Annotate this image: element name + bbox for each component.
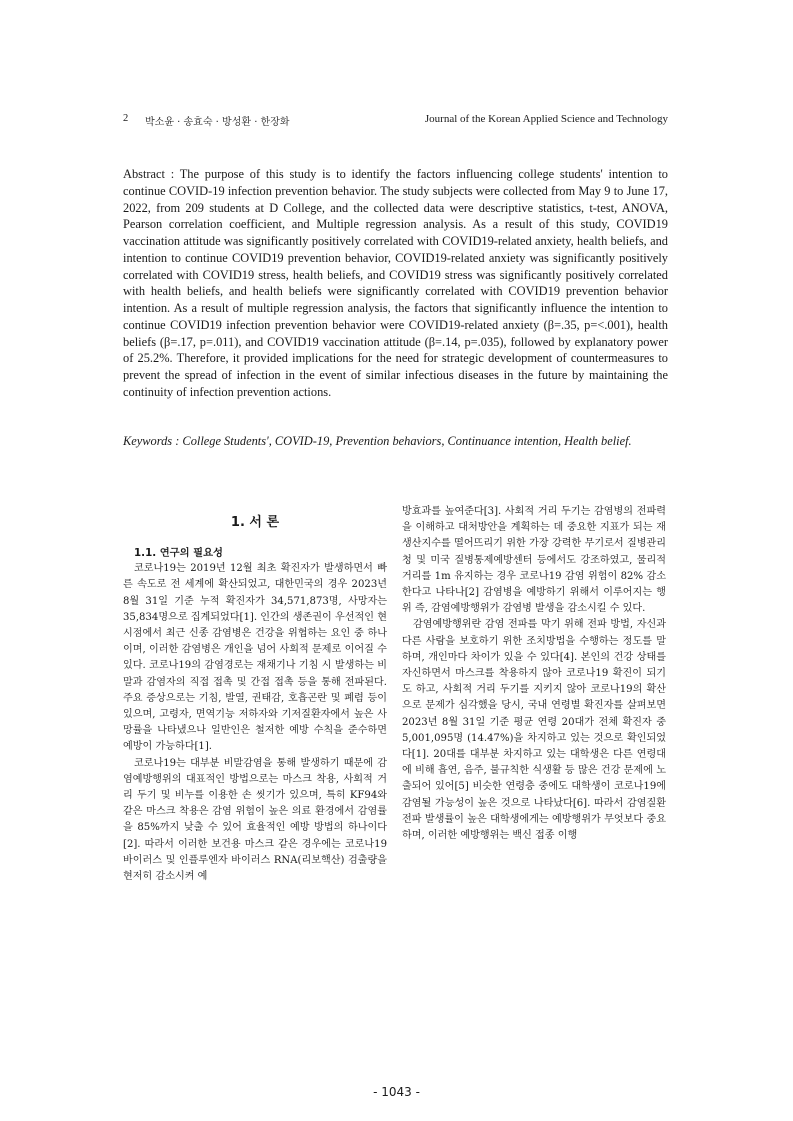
paragraph: 코로나19는 2019년 12월 최초 확진자가 발생하면서 빠른 속도로 전 세계에 확산되었고, 대한민국의 경우 2023년 8월 31일 기준 누적 확진자가 34,571,873명, 사망자는 35,834명으로 집계되었다[1]. 인간의 생존권이 우선적인 현시점에서 최근 신종 감염병은 건강을 위협하는 요인 중 하나이며, 이러한 감염병은 개인을 넘어 사회적 문제로 이어질 수 있다. 코로나19의 감염경로는 재채기나 기침 시 발생하는 비말과 감염자의 직접 접촉 및 간접 접촉 등을 통해 전파된다. 주요 증상으로는 기침, 발열, 권태감, 호흡곤란 및 폐렴 등이 있으며, 고령자, 면역기능 저하자와 기저질환자에서 높은 사망률을 나타냈으나 일반인은 철저한 예방 수칙을 준수하면 예방이 가능하다[1]. bbox=[123, 563, 387, 753]
abstract-label: Abstract bbox=[123, 167, 165, 181]
right-column bbox=[402, 504, 666, 844]
authors: 박소윤 · 송효숙 · 방성환 · 한장화 bbox=[145, 117, 290, 128]
keywords: Keywords : College Students', COVID-19, Prevention behaviors, Continuance intention, Health belief. bbox=[123, 434, 632, 448]
abstract-text: : The purpose of this study is to identify the factors influencing college students' intention to continue COVID-19 infection prevention behavior. The study subjects were collected from May 9 to June 17, 2022, from 209 students at D College, and the collected data were descriptive statistics, t-test, ANOVA, Pearson correlation coefficient, and Multiple regression analysis. As a result of this study, COVID19 vaccination attitude was significantly positively correlated with COVID19-related anxiety, health beliefs, and intention to continue COVID19 prevention behavior, COVID19-related anxiety was significantly positively correlated with COVID19 stress, health beliefs, and COVID19 stress was significantly positively correlated with health beliefs, and health beliefs were significantly correlated with COVID19 prevention behavior intention. As a result of multiple regression analysis, the factors that significantly influence the intention to continue COVID19 infection prevention behavior were COVID19-related anxiety (β=.35, p=<.001), health beliefs (β=.17, p=.011), and COVID19 vaccination attitude (β=.14, p=.035), followed by explanatory power of 25.2%. Therefore, it provided implications for the need for strategic development of countermeasures to prevent the spread of infection in the event of similar infectious diseases in the future by maintaining the continuity of infection prevention actions. bbox=[123, 167, 668, 399]
section-title: 1. 서 론 bbox=[230, 515, 280, 530]
abstract bbox=[123, 166, 668, 401]
paragraph: 방효과를 높여준다[3]. 사회적 거리 두기는 감염병의 전파력을 이해하고 대처방안을 계획하는 데 중요한 지표가 되는 재생산지수를 떨어뜨리기 위한 가장 강력한 무기로서 질병관리청 및 미국 질병통제예방센터 등에서도 강조하였고, 물리적 거리를 1m 유지하는 경우 코로나19 감염 위험이 82% 감소한다고 나타나[2] 감염병을 예방하기 위해서 이루어지는 행위 즉, 감염예방행위가 감염병 발생을 감소시킬 수 있다. bbox=[402, 506, 666, 615]
page-number: 2 bbox=[123, 113, 129, 124]
journal-name: Journal of the Korean Applied Science and Technology bbox=[424, 113, 668, 125]
running-header bbox=[123, 113, 668, 127]
subsection-title: 1.1. 연구의 필요성 bbox=[134, 547, 224, 559]
paragraph: 감염예방행위란 감염 전파를 막기 위해 전파 방법, 자신과 다른 사람을 보호하기 위한 조치방법을 수행하는 정도를 말하며, 개인마다 차이가 있을 수 있다[4]. 본인의 건강 상태를 자신하면서 마스크를 착용하지 않아 코로나19 확진이 되기도 하고, 사회적 거리 두기를 지키지 않아 코로나19의 확산으로 문제가 심각했을 당시, 국내 연령별 확진자를 살펴보면 2023년 8월 31일 기준 평균 연령 20대가 전체 확진자 중 5,001,095명 (14.47%)을 차지하고 있는 것으로 확인되었다[1]. 20대를 대부분 차지하고 있는 대학생은 다른 연령대에 비해 흡연, 음주, 불규칙한 식생활 등 많은 건강 문제에 노출되어 있어[5] 비슷한 연령층 중에도 대학생이 코로나19에 감염될 가능성이 높은 것으로 나타났다[6]. 따라서 감염질환 전파 발생률이 높은 대학생에게는 예방행위가 무엇보다 중요하며, 이러한 예방행위는 백신 접종 이행 bbox=[402, 619, 666, 842]
left-column bbox=[123, 545, 387, 885]
paragraph: 코로나19는 대부분 비말감염을 통해 발생하기 때문에 감염예방행위의 대표적인 방법으로는 마스크 착용, 사회적 거리 두기 및 비누를 이용한 손 씻기가 있으며, 특히 KF94와 같은 마스크 착용은 감염 위험이 높은 의료 환경에서 감염률을 85%까지 낮출 수 있어 효율적인 예방 방법의 하나이다[2]. 따라서 이러한 보건용 마스크 같은 경우에는 코로나19 바이러스 및 인플루엔자 바이러스 RNA(리보핵산) 검출량을 현저히 감소시켜 예 bbox=[123, 757, 387, 883]
page-footer: - 1043 - bbox=[373, 1085, 420, 1099]
